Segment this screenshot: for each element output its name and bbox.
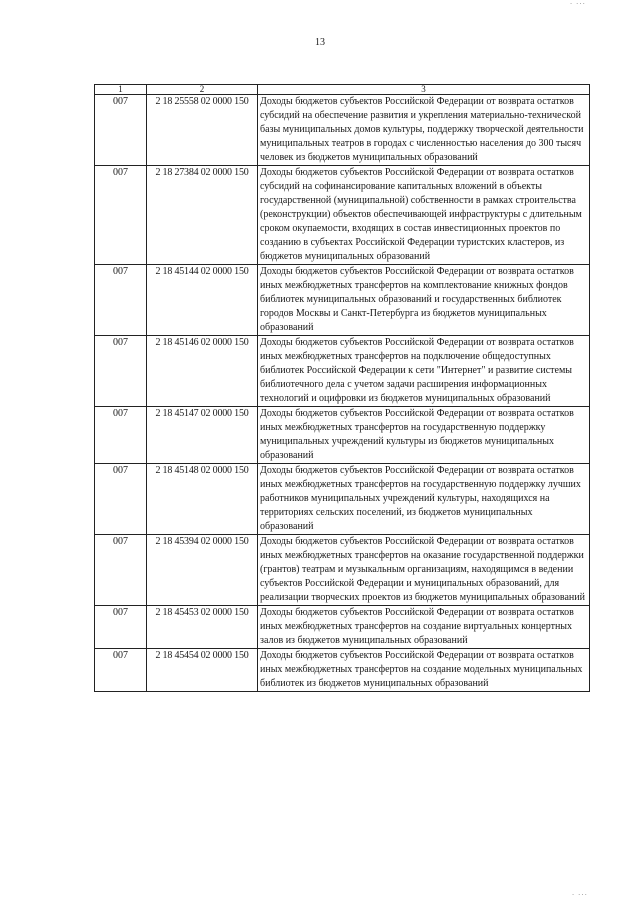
table-row: [95, 95, 590, 166]
corner-mark-bottom: · ···: [571, 891, 588, 899]
table-row: [95, 166, 590, 265]
admin-code-cell: 007: [95, 464, 147, 535]
admin-code-cell: 007: [95, 265, 147, 336]
revenue-code-cell: 2 18 45144 02 0000 150: [147, 265, 258, 336]
revenue-code-cell: 2 18 45454 02 0000 150: [147, 649, 258, 692]
corner-mark-top: · ···: [569, 0, 586, 8]
revenue-code-cell: 2 18 27384 02 0000 150: [147, 166, 258, 265]
table-row: [95, 265, 590, 336]
admin-code-cell: 007: [95, 535, 147, 606]
admin-code-cell: 007: [95, 649, 147, 692]
column-header-3: 3: [258, 85, 590, 95]
table-row: [95, 336, 590, 407]
column-header-1: 1: [95, 85, 147, 95]
revenue-name-cell: Доходы бюджетов субъектов Российской Федерации от возврата остатков иных межбюджетных трансфертов на оказание государственной поддержки (грантов) театрам и музыкальным организациям, находящимся в ведении субъектов Российской Федерации и муниципальных образований, для реализации творческих проектов из бюджетов муниципальных образований: [258, 535, 590, 606]
admin-code-cell: 007: [95, 606, 147, 649]
table-row: [95, 649, 590, 692]
revenue-name-cell: Доходы бюджетов субъектов Российской Федерации от возврата остатков иных межбюджетных трансфертов на государственную поддержку муниципальных учреждений культуры из бюджетов муниципальных образований: [258, 407, 590, 464]
revenue-name-cell: Доходы бюджетов субъектов Российской Федерации от возврата остатков иных межбюджетных трансфертов на подключение общедоступных библиотек Российской Федерации к сети "Интернет" и развитие системы библиотечного дела с учетом задачи расширения информационных технологий и оцифровки из бюджетов муниципальных образований: [258, 336, 590, 407]
table-row: [95, 606, 590, 649]
revenue-name-cell: Доходы бюджетов субъектов Российской Федерации от возврата остатков иных межбюджетных трансфертов на государственную поддержку лучших работников муниципальных учреждений культуры, находящихся на территориях сельских поселений, из бюджетов муниципальных образований: [258, 464, 590, 535]
page-number: 13: [315, 37, 325, 48]
revenue-code-cell: 2 18 25558 02 0000 150: [147, 95, 258, 166]
revenue-name-cell: Доходы бюджетов субъектов Российской Федерации от возврата остатков иных межбюджетных трансфертов на создание модельных муниципальных библиотек из бюджетов муниципальных образований: [258, 649, 590, 692]
revenue-name-cell: Доходы бюджетов субъектов Российской Федерации от возврата остатков иных межбюджетных трансфертов на комплектование книжных фондов библиотек муниципальных образований и государственных библиотек городов Москвы и Санкт-Петербурга из бюджетов муниципальных образований: [258, 265, 590, 336]
table-header-row: [95, 85, 590, 95]
table-row: [95, 464, 590, 535]
admin-code-cell: 007: [95, 407, 147, 464]
revenue-name-cell: Доходы бюджетов субъектов Российской Федерации от возврата остатков иных межбюджетных трансфертов на создание виртуальных концертных залов из бюджетов муниципальных образований: [258, 606, 590, 649]
table-row: [95, 407, 590, 464]
admin-code-cell: 007: [95, 95, 147, 166]
revenue-code-cell: 2 18 45147 02 0000 150: [147, 407, 258, 464]
revenue-code-cell: 2 18 45148 02 0000 150: [147, 464, 258, 535]
admin-code-cell: 007: [95, 166, 147, 265]
table-row: [95, 535, 590, 606]
revenue-code-cell: 2 18 45394 02 0000 150: [147, 535, 258, 606]
admin-code-cell: 007: [95, 336, 147, 407]
revenue-codes-table: [94, 84, 590, 692]
revenue-name-cell: Доходы бюджетов субъектов Российской Федерации от возврата остатков субсидий на софинансирование капитальных вложений в объекты государственной (муниципальной) собственности в рамках строительства (реконструкции) объектов обеспечивающей инфраструктуры с длительным сроком окупаемости, входящих в состав инвестиционных проектов по созданию в субъектах Российской Федерации туристских кластеров, из бюджетов муниципальных образований: [258, 166, 590, 265]
revenue-code-cell: 2 18 45453 02 0000 150: [147, 606, 258, 649]
column-header-2: 2: [147, 85, 258, 95]
revenue-name-cell: Доходы бюджетов субъектов Российской Федерации от возврата остатков субсидий на обеспечение развития и укрепления материально-технической базы муниципальных домов культуры, поддержку творческой деятельности муниципальных театров в городах с численностью населения до 300 тысяч человек из бюджетов муниципальных образований: [258, 95, 590, 166]
revenue-code-cell: 2 18 45146 02 0000 150: [147, 336, 258, 407]
